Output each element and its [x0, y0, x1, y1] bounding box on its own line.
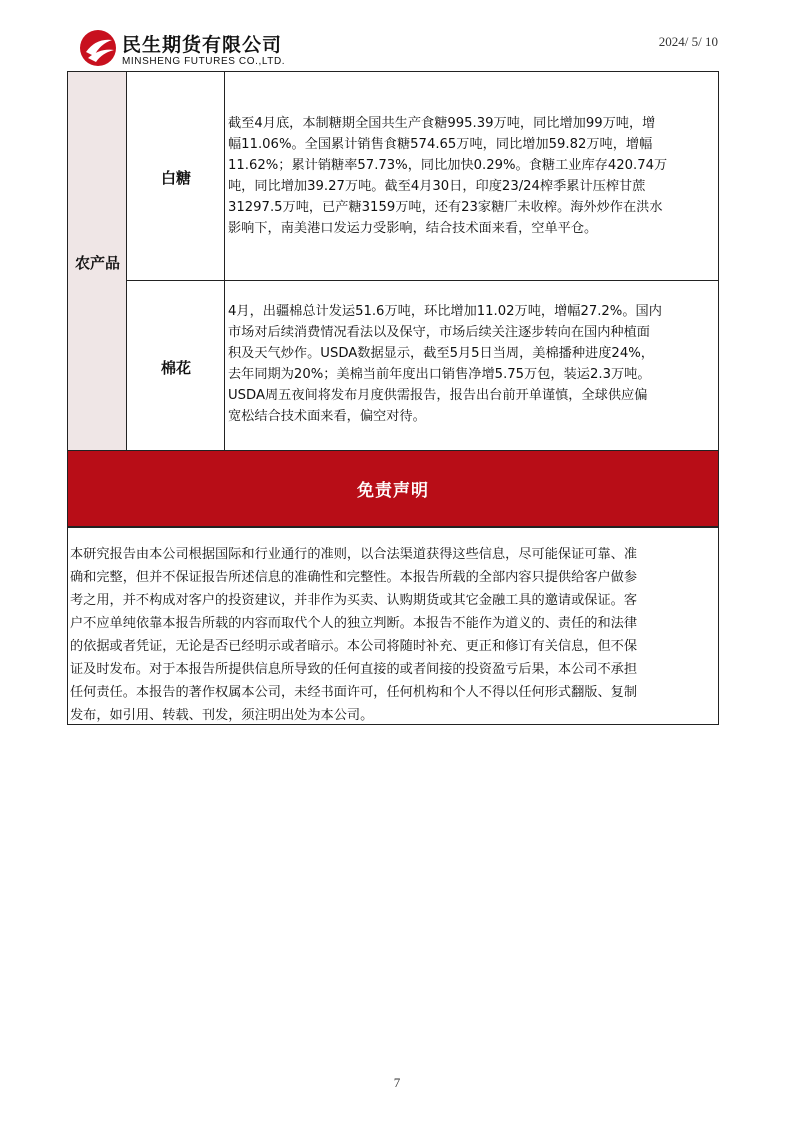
disclaimer-line: 本研究报告由本公司根据国际和行业通行的准则，以合法渠道获得这些信息，尽可能保证可靠、准	[70, 547, 638, 562]
commentary-line: 吨，同比增加39.27万吨。截至4月30日，印度23/24榨季累计压榨甘蔗	[228, 179, 646, 194]
commodity-commentary	[225, 281, 719, 451]
commentary-line: 4月，出疆棉总计发运51.6万吨，环比增加11.02万吨，增幅27.2%。国内	[228, 304, 662, 319]
commentary-line: 影响下，南美港口发运力受影响，结合技术面来看，空单平仓。	[228, 221, 598, 236]
report-date: 2024/ 5/ 10	[658, 34, 718, 49]
page-number: 7	[393, 1075, 401, 1090]
disclaimer-title: 免责声明	[357, 481, 429, 501]
commodity-name: 棉花	[160, 359, 191, 377]
minsheng-logo-icon	[78, 28, 118, 68]
commentary-line: 宽松结合技术面来看，偏空对待。	[228, 409, 426, 424]
company-name-en: MINSHENG FUTURES CO.,LTD.	[122, 56, 286, 67]
disclaimer-line: 证及时发布。对于本报告所提供信息所导致的任何直接的或者间接的投资盈亏后果，本公司不承担	[70, 662, 638, 677]
category-label: 农产品	[74, 254, 120, 272]
company-name-cn: 民生期货有限公司	[122, 34, 283, 56]
table-row-sugar	[127, 72, 719, 281]
commodity-table	[67, 71, 719, 451]
category-cell	[68, 72, 127, 450]
commodity-commentary	[225, 72, 719, 280]
disclaimer-line: 任何责任。本报告的著作权属本公司，未经书面许可，任何机构和个人不得以任何形式翻版、复制	[70, 685, 638, 700]
commentary-line: 市场对后续消费情况看法以及保守，市场后续关注逐步转向在国内种植面	[228, 325, 650, 340]
table-row-cotton	[127, 281, 719, 451]
disclaimer-body	[67, 526, 719, 725]
commodity-name-cell	[127, 72, 225, 280]
disclaimer-line: 的依据或者凭证，无论是否已经明示或者暗示。本公司将随时补充、更正和修订有关信息，但不保	[70, 639, 638, 654]
commentary-line: USDA周五夜间将发布月度供需报告，报告出台前开单谨慎，全球供应偏	[228, 388, 648, 403]
disclaimer-line: 发布，如引用、转载、刊发，须注明出处为本公司。	[70, 708, 374, 723]
commentary-line: 11.62%；累计销糖率57.73%，同比加快0.29%。食糖工业库存420.74万	[228, 158, 668, 173]
commentary-line: 去年同期为20%；美棉当前年度出口销售净增5.75万包，装运2.3万吨。	[228, 367, 651, 382]
disclaimer-banner	[67, 451, 719, 526]
disclaimer-line: 户不应单纯依靠本报告所载的内容而取代个人的独立判断。本报告不能作为道义的、责任的和法律	[70, 616, 638, 631]
commodity-name: 白糖	[160, 169, 191, 187]
commentary-line: 截至4月底，本制糖期全国共生产食糖995.39万吨，同比增加99万吨，增	[228, 116, 656, 131]
commodity-name-cell	[127, 281, 225, 451]
disclaimer-line: 确和完整，但并不保证报告所述信息的准确性和完整性。本报告所载的全部内容只提供给客户做参	[70, 570, 638, 585]
disclaimer-line: 考之用，并不构成对客户的投资建议，并非作为买卖、认购期货或其它金融工具的邀请或保证。客	[70, 593, 638, 608]
commentary-line: 积及天气炒作。USDA数据显示，截至5月5日当周，美棉播种进度24%，	[228, 346, 654, 361]
commentary-line: 幅11.06%。全国累计销售食糖574.65万吨，同比增加59.82万吨，增幅	[228, 137, 653, 152]
commentary-line: 31297.5万吨，已产糖3159万吨，还有23家糖厂未收榨。海外炒作在洪水	[228, 200, 663, 215]
page-header	[78, 26, 718, 70]
